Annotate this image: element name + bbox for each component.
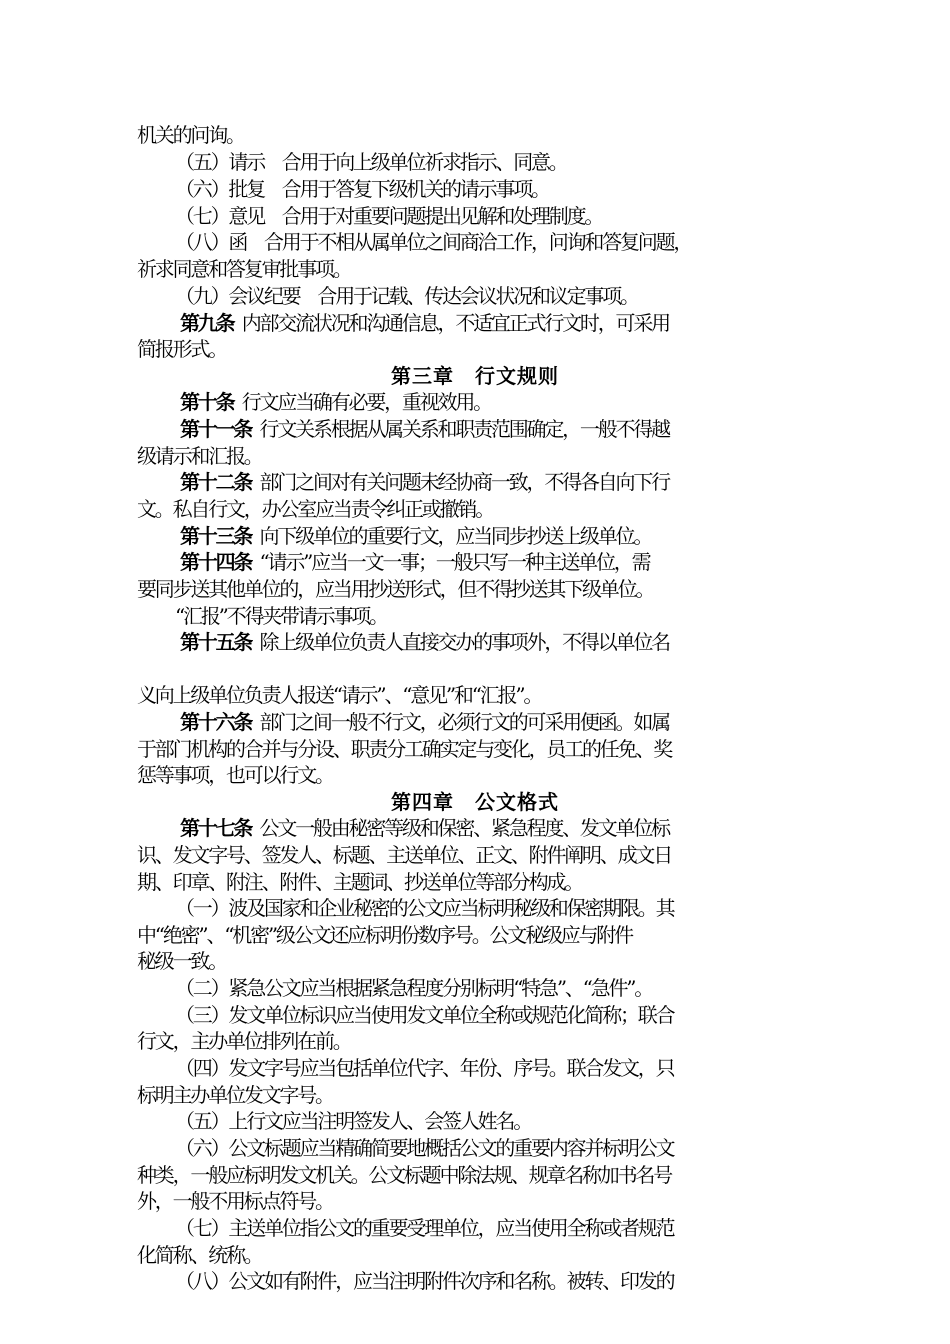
text-line: 种类，一般应标明发文机关。公文标题中除法规、规章名称加书名号 [137,1163,671,1187]
article-number: 第十五条 [180,630,252,654]
article-text: “请示”应当一文一事；一般只写一种主送单位，需 [259,550,650,574]
article-line [180,628,950,656]
article-line [180,388,950,416]
text-line: （三）发文单位标识应当使用发文单位全称或规范化简称；联合 [175,1003,674,1027]
text-line: 级请示和汇报。 [137,444,262,468]
article-number: 第十一条 [180,417,252,441]
article-number: 第九条 [180,311,234,335]
article-text: 向下级单位的重要行文，应当同步抄送上级单位。 [259,524,652,548]
text-line: 祈求同意和答复审批事项。 [137,257,351,281]
chapter-heading: 第四章 公文格式 [391,790,559,814]
text-line: 义向上级单位负责人报送“请示”、“意见”和“汇报”。 [137,683,542,707]
article-text: 部门之间一般不行文，必须行文的可采用便函。如属 [259,710,669,734]
text-line: 期、印章、附注、附件、主题词、抄送单位等部分构成。 [137,870,582,894]
article-text: 行文应当确有必要，重视效用。 [241,390,491,414]
text-line: （六）公文标题应当精确简要地概括公文的重要内容并标明公文 [175,1136,674,1160]
text-line: （八）公文如有附件，应当注明附件次序和名称。被转、印发的 [175,1269,674,1293]
article-text: 内部交流状况和沟通信息，不适宜正式行文时，可采用 [241,311,669,335]
text-line: （九）会议纪要 合用于记载、传达会议状况和议定事项。 [175,284,638,308]
text-line: 要同步送其他单位的，应当用抄送形式，但不得抄送其下级单位。 [137,577,654,601]
text-line: （四）发文字号应当包括单位代字、年份、序号。联合发文，只 [175,1056,674,1080]
text-line: （五）请示 合用于向上级单位祈求指示、同意。 [175,150,567,174]
text-line: （二）紧急公文应当根据紧急程度分别标明“特急”、“急件”。 [175,976,653,1000]
article-number: 第十四条 [180,550,252,574]
text-line: 文。私自行文，办公室应当责令纠正或撤销。 [137,497,493,521]
text-line: 简报形式。 [137,337,226,361]
text-line: 外，一般不用标点符号。 [137,1189,333,1213]
article-line [180,548,950,576]
article-number: 第十三条 [180,524,252,548]
text-line: “汇报”不得夹带请示事项。 [175,604,387,628]
article-number: 第十七条 [180,816,252,840]
article-number: 第十二条 [180,470,252,494]
article-line [180,522,950,550]
text-line: （八）函 合用于不相从属单位之间商洽工作，问询和答复问题， [175,230,692,254]
article-text: 除上级单位负责人直接交办的事项外，不得以单位名 [259,630,669,654]
text-line: 识、发文字号、签发人、标题、主送单位、正文、附件阐明、成文日 [137,843,671,867]
article-text: 行文关系根据从属关系和职责范围确定，一般不得越 [259,417,669,441]
text-line: 机关的问询。 [137,123,244,147]
article-text: 部门之间对有关问题未经协商一致，不得各自向下行 [259,470,669,494]
article-line [180,415,950,443]
text-line: （七）主送单位指公文的重要受理单位，应当使用全称或者规范 [175,1216,674,1240]
article-number: 第十条 [180,390,234,414]
text-line: 化简称、统称。 [137,1243,262,1267]
text-line: （一）波及国家和企业秘密的公文应当标明秘级和保密期限。其 [175,896,674,920]
text-line: 中“绝密”、“机密”级公文还应标明份数序号。公文秘级应与附件 [137,923,632,947]
article-line [180,814,950,842]
text-line: 于部门机构的合并与分设、职责分工确实定与变化，员工的任免、奖 [137,737,671,761]
text-line: 惩等事项，也可以行文。 [137,763,333,787]
text-line: （五）上行文应当注明签发人、会签人姓名。 [175,1109,531,1133]
article-line [180,468,950,496]
text-line: （七）意见 合用于对重要问题提出见解和处理制度。 [175,204,603,228]
text-line: 秘级一致。 [137,949,226,973]
article-number: 第十六条 [180,710,252,734]
article-line [180,309,950,337]
chapter-heading: 第三章 行文规则 [391,364,559,388]
text-line: 行文，主办单位排列在前。 [137,1029,351,1053]
text-line: 标明主办单位发文字号。 [137,1083,333,1107]
article-line [180,708,950,736]
article-text: 公文一般由秘密等级和保密、紧急程度、发文单位标 [259,816,669,840]
text-line: （六）批复 合用于答复下级机关的请示事项。 [175,177,549,201]
